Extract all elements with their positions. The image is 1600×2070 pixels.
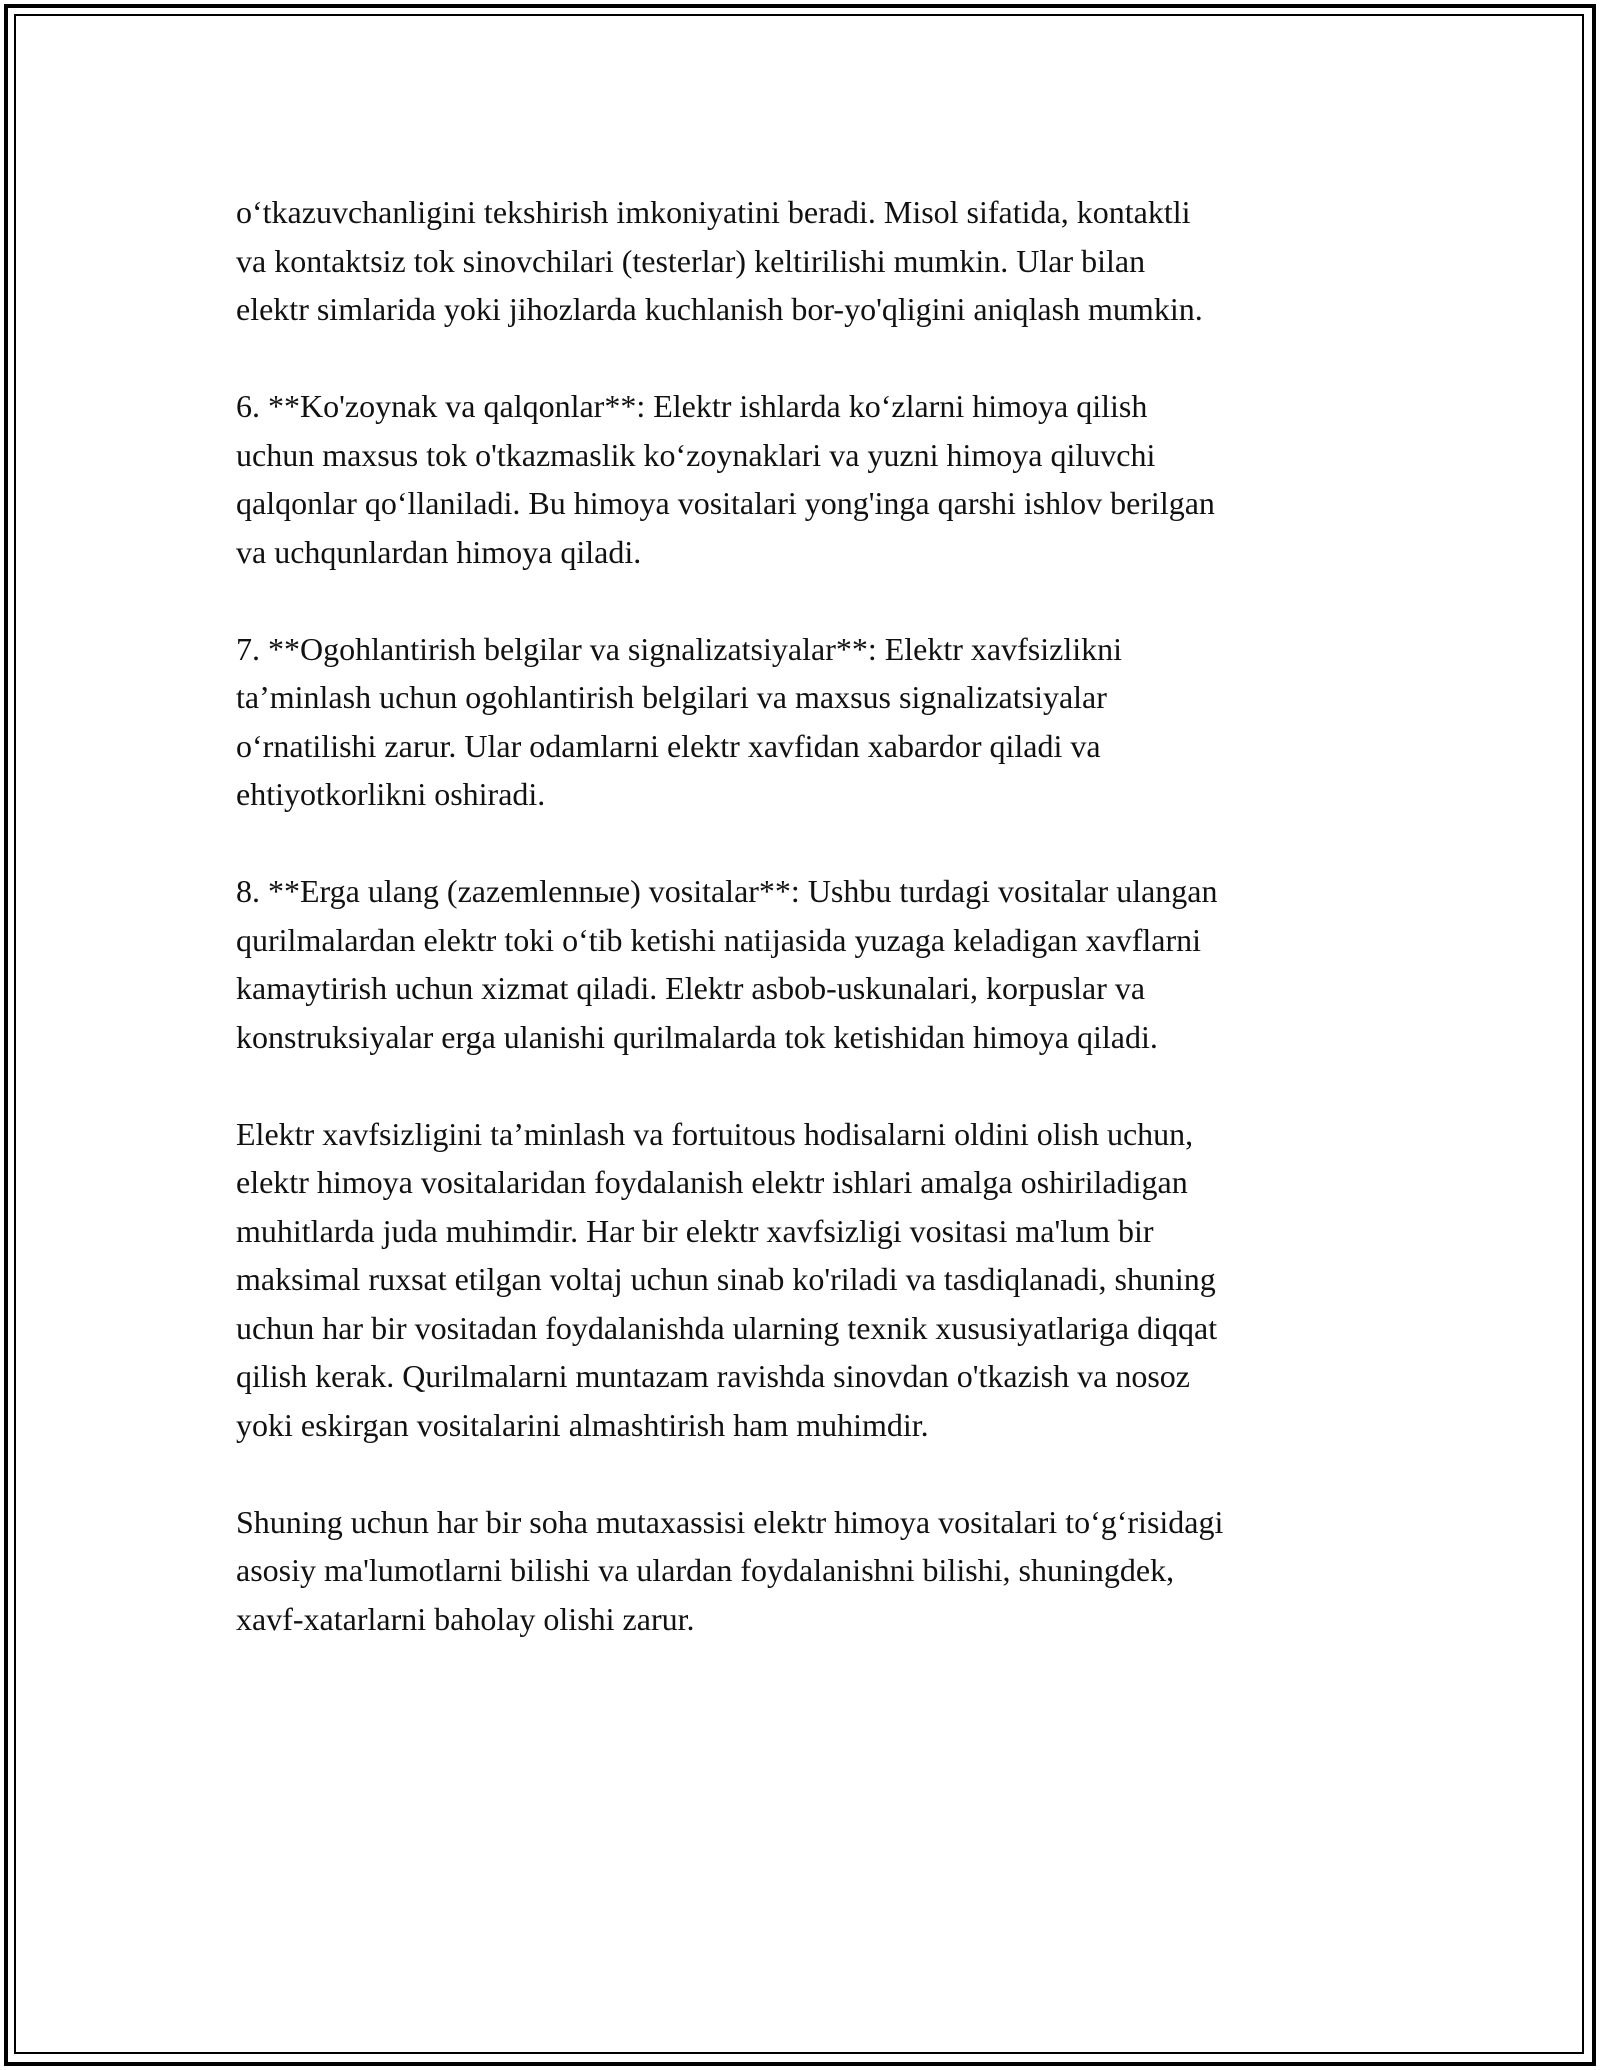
paragraph-item-7-warning-signs [236, 625, 1386, 819]
text-line: uchun har bir vositadan foydalanishda ularning texnik xususiyatlariga diqqat [236, 1309, 1218, 1346]
text-line: va uchqunlardan himoya qiladi. [236, 533, 642, 570]
document-body [236, 188, 1386, 1692]
text-line: muhitlarda juda muhimdir. Har bir elektr xavfsizligi vositasi ma'lum bir [236, 1212, 1154, 1249]
text-line: qalqonlar qo‘llaniladi. Bu himoya vositalari yong'inga qarshi ishlov berilgan [236, 485, 1215, 521]
paragraph-conclusion [236, 1498, 1386, 1644]
paragraph-item-6-goggles [236, 382, 1386, 576]
text-line: elektr himoya vositalaridan foydalanish elektr ishlari amalga oshiriladigan [236, 1164, 1188, 1200]
text-line: kamaytirish uchun xizmat qiladi. Elektr asbob-uskunalari, korpuslar va [236, 970, 1146, 1006]
text-line: qurilmalardan elektr toki o‘tib ketishi natijasida yuzaga keladigan xavflarni [236, 921, 1201, 958]
paragraph-item-8-grounding [236, 867, 1386, 1061]
text-line: ehtiyotkorlikni oshiradi. [236, 776, 546, 812]
text-line: 7. **Ogohlantirish belgilar va signalizatsiyalar**: Elektr xavfsizlikni [236, 630, 1122, 667]
text-line: Shuning uchun har bir soha mutaxassisi elektr himoya vositalari to‘g‘risidagi [236, 1503, 1224, 1540]
text-line: konstruksiyalar erga ulanishi qurilmalarda tok ketishidan himoya qiladi. [236, 1018, 1158, 1055]
paragraph-testers [236, 188, 1386, 334]
text-line: elektr simlarida yoki jihozlarda kuchlanish bor-yo'qligini aniqlash mumkin. [236, 291, 1203, 327]
text-line: o‘rnatilishi zarur. Ular odamlarni elektr xavfidan xabardor qiladi va [236, 727, 1101, 764]
text-line: yoki eskirgan vositalarini almashtirish ham muhimdir. [236, 1406, 929, 1443]
text-line: uchun maxsus tok o'tkazmaslik ko‘zoynaklari va yuzni himoya qiluvchi [236, 436, 1156, 473]
text-line: va kontaktsiz tok sinovchilari (testerlar) keltirilishi mumkin. Ular bilan [236, 242, 1146, 279]
text-line: 6. **Ko'zoynak va qalqonlar**: Elektr ishlarda ko‘zlarni himoya qilish [236, 388, 1148, 424]
paragraph-safety-summary [236, 1110, 1386, 1450]
text-line: Elektr xavfsizligini ta’minlash va fortuitous hodisalarni oldini olish uchun, [236, 1115, 1194, 1152]
text-line: maksimal ruxsat etilgan voltaj uchun sinab ko'riladi va tasdiqlanadi, shuning [236, 1261, 1216, 1297]
text-line: o‘tkazuvchanligini tekshirish imkoniyatini beradi. Misol sifatida, kontaktli [236, 194, 1191, 230]
text-line: xavf-xatarlarni baholay olishi zarur. [236, 1600, 695, 1637]
text-line: qilish kerak. Qurilmalarni muntazam ravishda sinovdan o'tkazish va nosoz [236, 1358, 1190, 1394]
text-line: ta’minlash uchun ogohlantirish belgilari va maxsus signalizatsiyalar [236, 679, 1107, 715]
text-line: asosiy ma'lumotlarni bilishi va ulardan foydalanishni bilishi, shuningdek, [236, 1552, 1175, 1588]
text-line: 8. **Erga ulang (zazemlennые) vositalar**: Ushbu turdagi vositalar ulangan [236, 873, 1218, 909]
